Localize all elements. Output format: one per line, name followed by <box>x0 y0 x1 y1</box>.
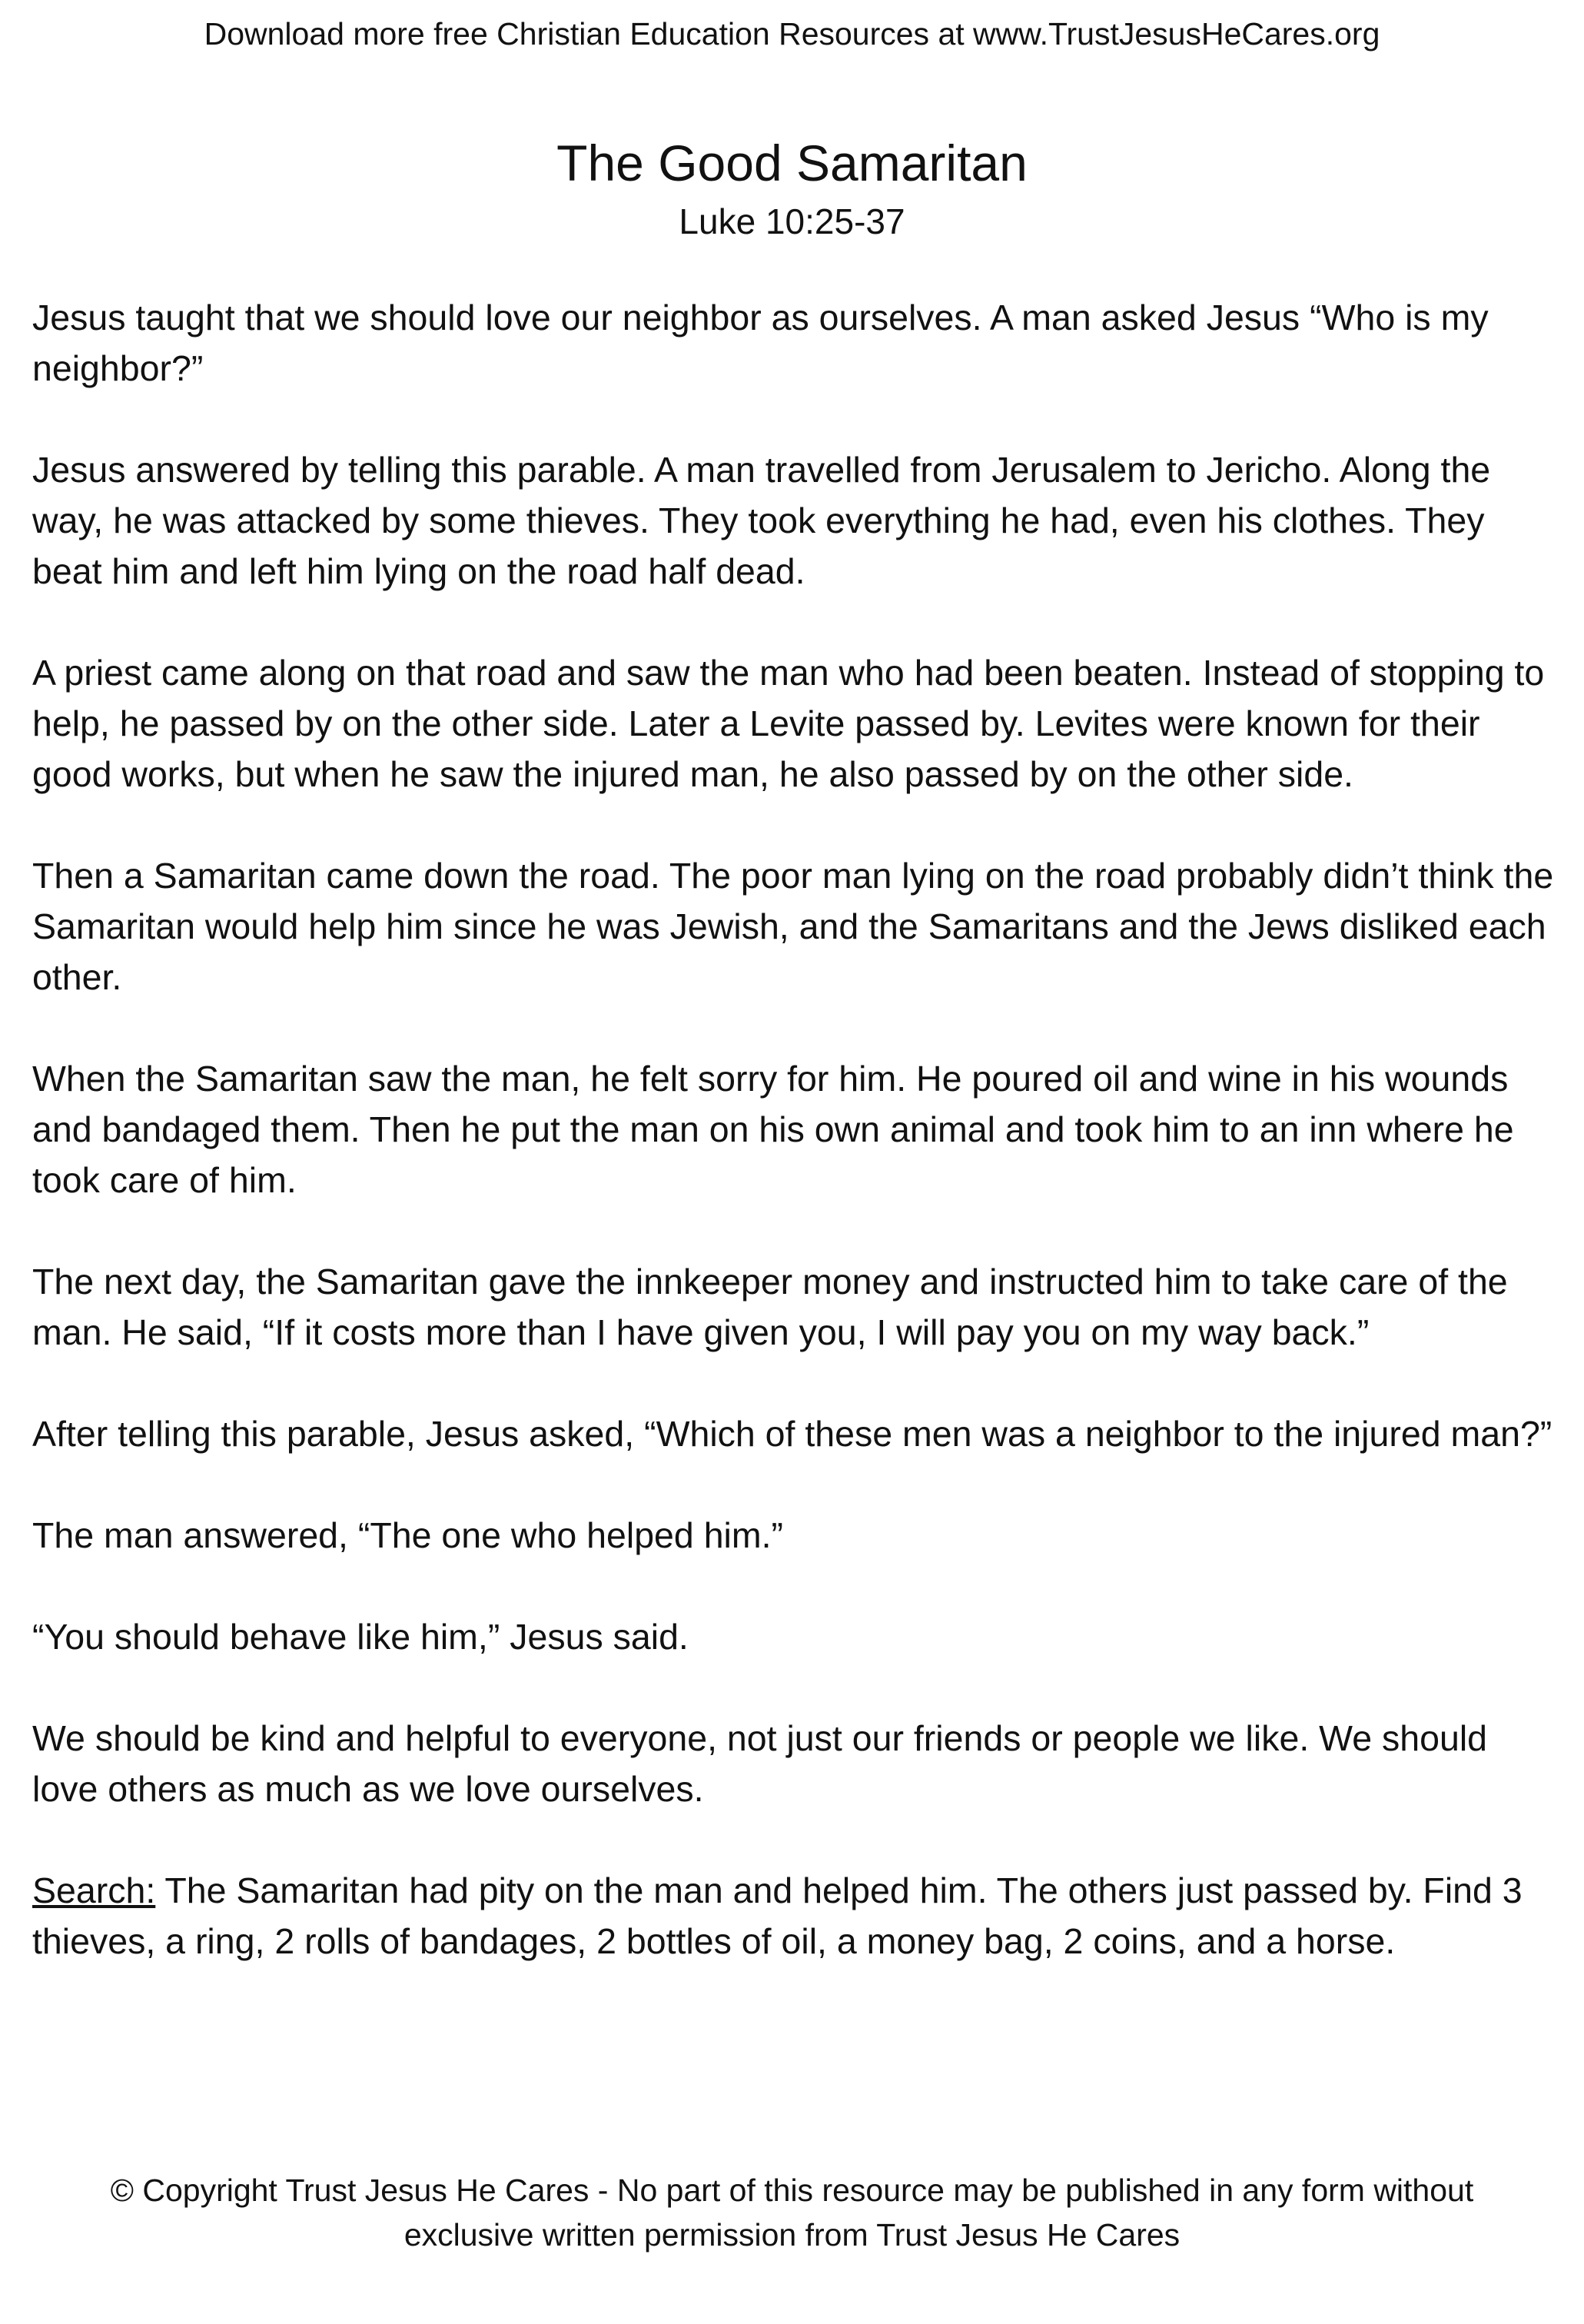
page-title: The Good Samaritan <box>556 135 1028 191</box>
paragraph: When the Samaritan saw the man, he felt sorry for him. He poured oil and wine in his wounds and bandaged them. Then he put the man on his own animal and took him to an inn where he took care of him. <box>32 1059 1514 1200</box>
paragraph: Jesus taught that we should love our neighbor as ourselves. A man asked Jesus “Who is my neighbor?” <box>32 298 1489 388</box>
search-instructions <box>32 1865 1554 1967</box>
download-banner: Download more free Christian Education Resources at www.TrustJesusHeCares.org <box>204 16 1380 52</box>
scripture-reference: Luke 10:25-37 <box>679 201 905 241</box>
search-text: The Samaritan had pity on the man and helped him. The others just passed by. Find 3 thieves, a ring, 2 rolls of bandages, 2 bottles of oil, a money bag, 2 coins, and a horse. <box>32 1870 1523 1961</box>
paragraph: Then a Samaritan came down the road. The poor man lying on the road probably didn’t think the Samaritan would help him since he was Jewish, and the Samaritans and the Jews disliked each other. <box>32 856 1554 997</box>
story-body <box>32 292 1554 2017</box>
copyright-line-2: exclusive written permission from Trust Jesus He Cares <box>403 2217 1181 2253</box>
copyright-line-1: © Copyright Trust Jesus He Cares - No part of this resource may be published in any form without <box>110 2173 1474 2208</box>
paragraph: The next day, the Samaritan gave the innkeeper money and instructed him to take care of the man. He said, “If it costs more than I have given you, I will pay you on my way back.” <box>32 1262 1508 1352</box>
paragraph: We should be kind and helpful to everyone, not just our friends or people we like. We should love others as much as we love ourselves. <box>32 1718 1488 1809</box>
paragraph: “You should behave like him,” Jesus said. <box>32 1617 689 1657</box>
paragraph: The man answered, “The one who helped him.” <box>32 1515 784 1555</box>
search-label: Search: <box>32 1870 156 1910</box>
paragraph: Jesus answered by telling this parable. A man travelled from Jerusalem to Jericho. Along the way, he was attacked by some thieves. They took everything he had, even his clothes. They beat him and left him lying on the road half dead. <box>32 450 1491 591</box>
paragraph: A priest came along on that road and saw the man who had been beaten. Instead of stopping to help, he passed by on the other side. Later a Levite passed by. Levites were known for their good works, but when he saw the injured man, he also passed by on the other side. <box>32 653 1545 794</box>
copyright-footer <box>0 2168 1584 2257</box>
paragraph: After telling this parable, Jesus asked, “Which of these men was a neighbor to the injured man?” <box>32 1414 1552 1454</box>
